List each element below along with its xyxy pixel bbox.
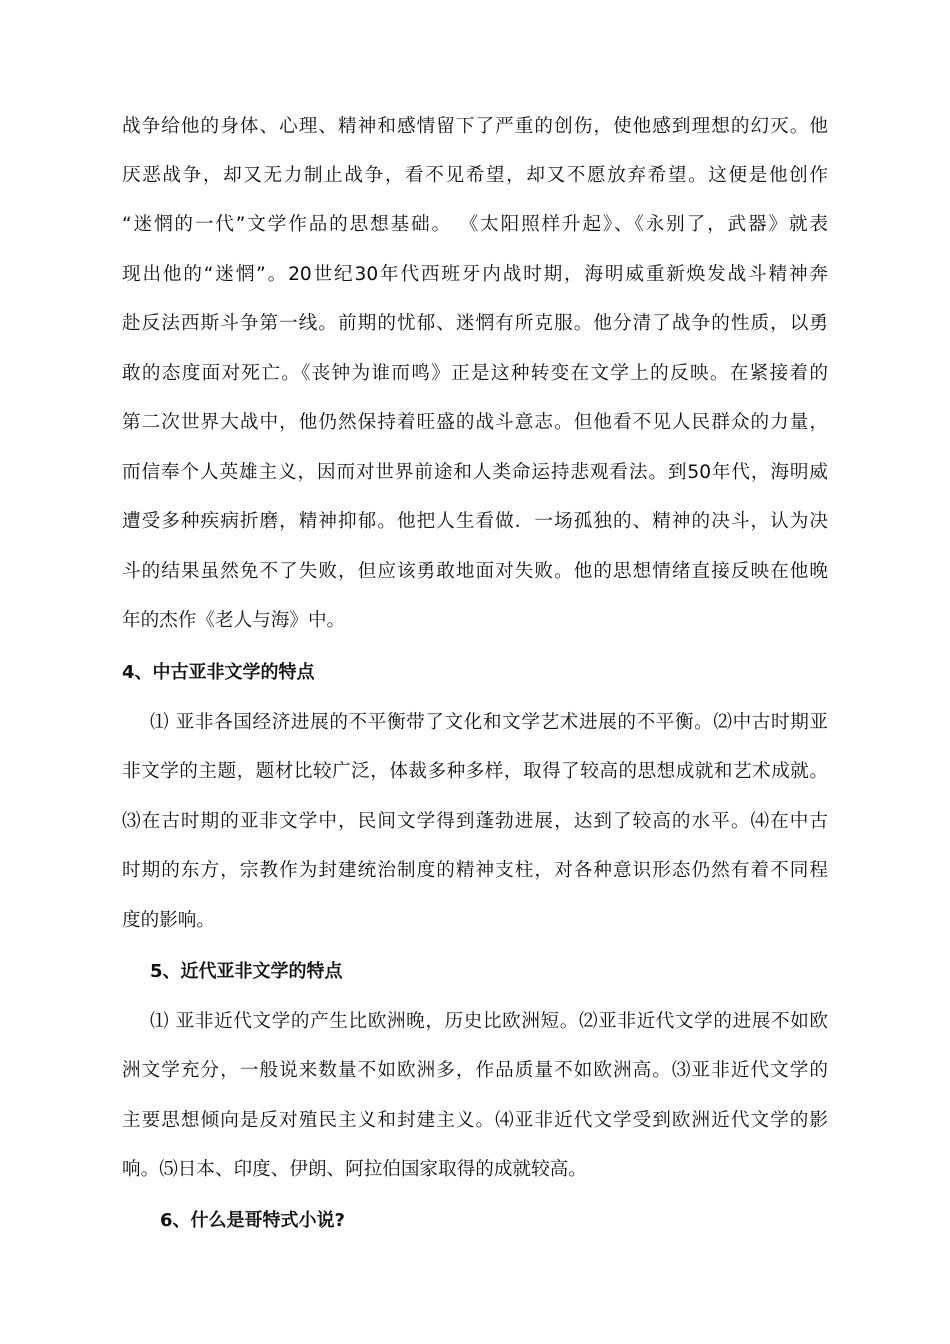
paragraph-line: 厌恶战争，却又无力制止战争，看不见希望，却又不愿放弃希望。这便是他创作 (122, 165, 828, 186)
section-heading-4: 4、中古亚非文学的特点 (122, 662, 315, 683)
section4-line: ⑶在古时期的亚非文学中，民间文学得到蓬勃进展，达到了较高的水平。⑷在中古 (122, 811, 828, 832)
section4-line: 时期的东方，宗教作为封建统治制度的精神支柱，对各种意识形态仍然有着不同程 (122, 860, 828, 881)
section5-line: 主要思想倾向是反对殖民主义和封建主义。⑷亚非近代文学受到欧洲近代文学的影 (122, 1110, 828, 1131)
paragraph-line: 赴反法西斯斗争第一线。前期的忧郁、迷惘有所克服。他分清了战争的性质，以勇 (122, 313, 828, 334)
section5-line: ⑴ 亚非近代文学的产生比欧洲晚，历史比欧洲短。⑵亚非近代文学的进展不如欧 (150, 1011, 828, 1032)
paragraph-line: 第二次世界大战中，他仍然保持着旺盛的战斗意志。但他看不见人民群众的力量， (122, 412, 828, 433)
paragraph-line: “迷惘的一代”文学作品的思想基础。 《太阳照样升起》、《永别了，武器》就表 (122, 214, 828, 235)
section5-line: 响。⑸日本、印度、伊朗、阿拉伯国家取得的成就较高。 (122, 1159, 587, 1180)
paragraph-line: 而信奉个人英雄主义，因而对世界前途和人类命运持悲观看法。到50年代，海明威 (122, 462, 828, 483)
paragraph-line: 斗的结果虽然免不了失败，但应该勇敢地面对失败。他的思想情绪直接反映在他晚 (122, 561, 828, 582)
section4-line: 非文学的主题，题材比较广泛，体裁多种多样，取得了较高的思想成就和艺术成就。 (122, 761, 828, 782)
paragraph-line: 年的杰作《老人与海》中。 (122, 610, 346, 631)
paragraph-line: 遭受多种疾病折磨，精神抑郁。他把人生看做．一场孤独的、精神的决斗，认为决 (122, 511, 828, 532)
section4-line: ⑴ 亚非各国经济进展的不平衡带了文化和文学艺术进展的不平衡。⑵中古时期亚 (150, 712, 828, 733)
section-heading-6: 6、什么是哥特式小说? (160, 1210, 345, 1231)
paragraph-line: 敢的态度面对死亡。《丧钟为谁而鸣》正是这种转变在文学上的反映。在紧接着的 (122, 363, 828, 384)
section4-line: 度的影响。 (122, 910, 215, 931)
paragraph-line: 现出他的“迷惘”。20世纪30年代西班牙内战时期，海明威重新焕发战斗精神奔 (122, 264, 828, 285)
section-heading-5: 5、近代亚非文学的特点 (150, 961, 343, 982)
section5-line: 洲文学充分，一般说来数量不如欧洲多，作品质量不如欧洲高。⑶亚非近代文学的 (122, 1060, 828, 1081)
paragraph-line: 战争给他的身体、心理、精神和感情留下了严重的创伤，使他感到理想的幻灭。他 (122, 116, 828, 137)
